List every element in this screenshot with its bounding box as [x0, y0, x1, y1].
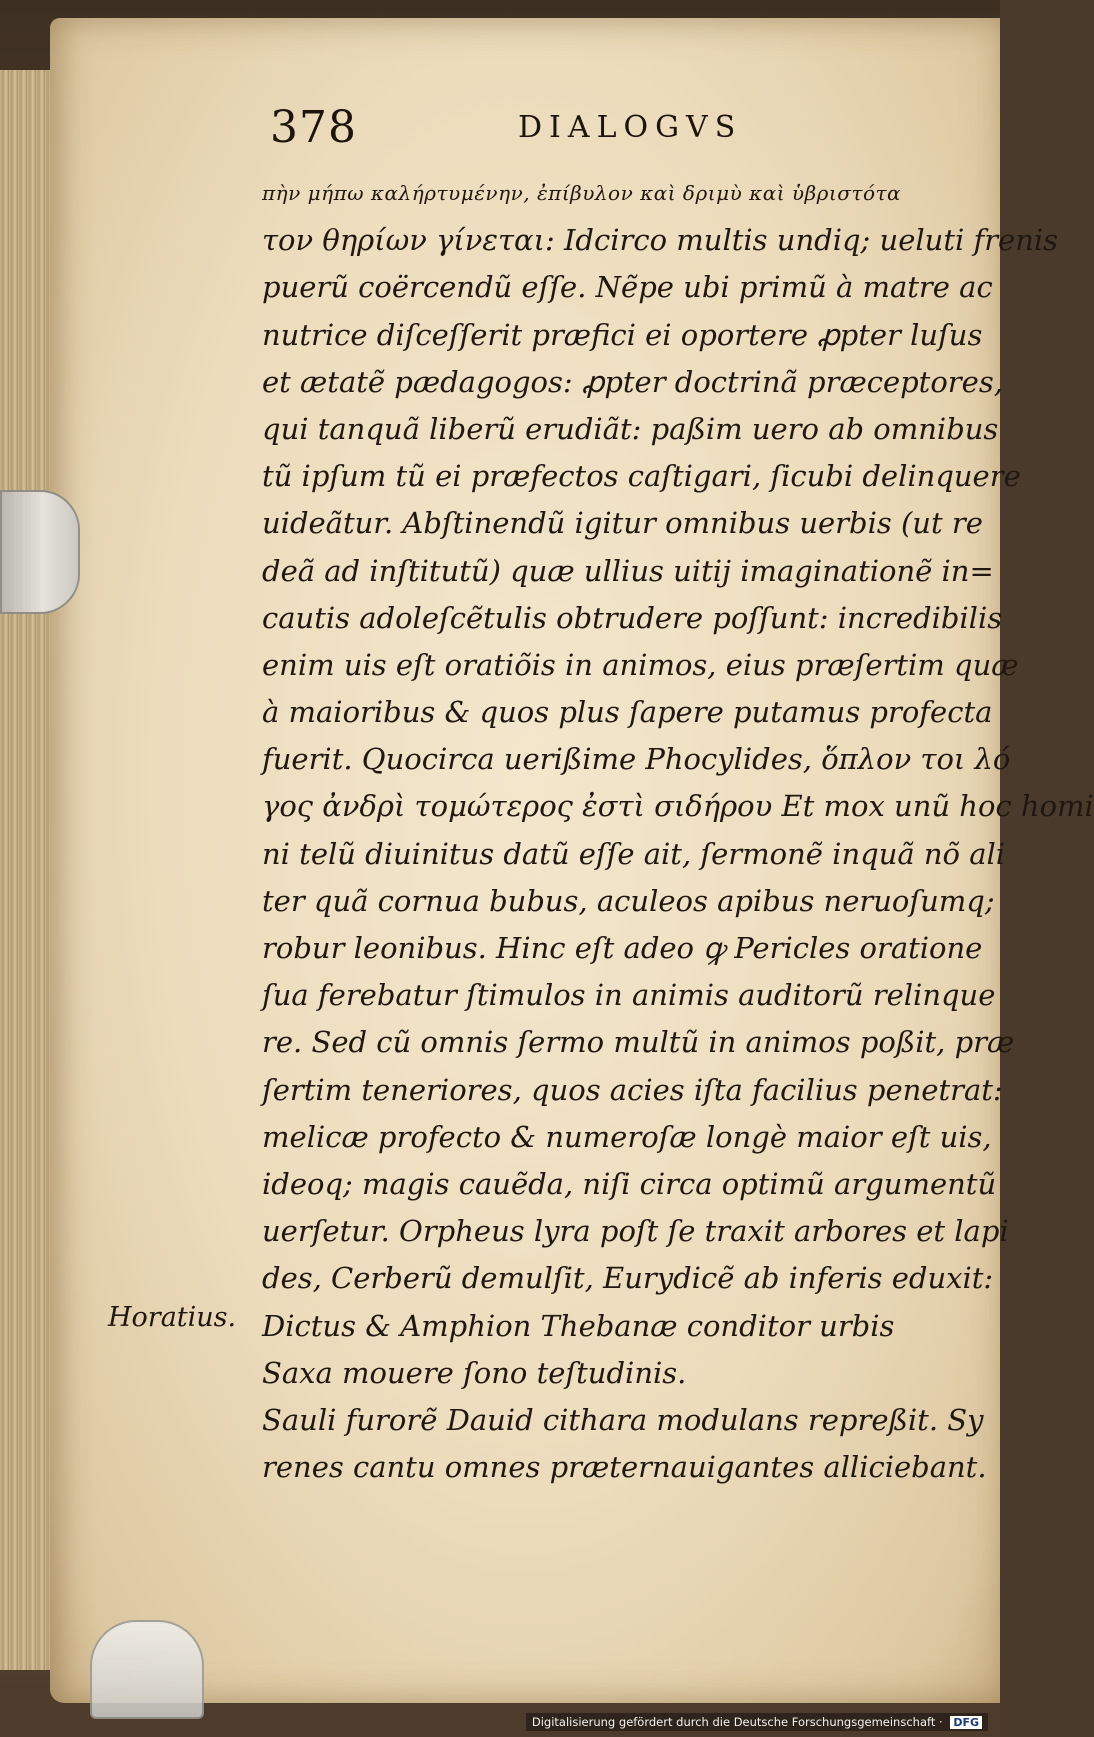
text-line: et ætatẽ pædagogos: ꝓpter doctrinã præceptores, [262, 364, 1003, 399]
marginal-note: Horatius. [108, 1302, 237, 1333]
text-line: melicæ profecto & numeroſæ longè maior eſt uis, [262, 1119, 992, 1154]
text-line: deã ad inſtitutũ) quæ ullius uitij imaginationẽ in= [262, 553, 994, 588]
text-line: à maioribus & quos plus ſapere putamus profecta [262, 695, 993, 730]
text-line: ſua ferebatur ſtimulos in animis auditorũ relinque [262, 978, 996, 1013]
text-line: τον θηρίων γίνεται: Idcirco multis undiq; ueluti frenis [262, 223, 1059, 258]
text-line: ſertim teneriores, quos acies iſta facilius penetrat: [262, 1072, 1003, 1107]
text-line: qui tanquã liberũ erudiãt: paßim uero ab omnibus [262, 411, 999, 446]
running-title: DIALOGVS [518, 110, 743, 145]
credit-text: Digitalisierung gefördert durch die Deutsche Forschungsgemeinschaft · [531, 1715, 943, 1729]
text-line: fuerit. Quocirca uerißime Phocylides, ὅπλον τοι λό [262, 742, 1011, 777]
text-line: puerũ coërcendũ eſſe. Nẽpe ubi primũ à matre ac [262, 270, 993, 305]
text-line: des, Cerberũ demulſit, Eurydicẽ ab inferis eduxit: [262, 1261, 994, 1296]
page-clip-bottom [90, 1620, 204, 1719]
page-clip-left [0, 490, 80, 614]
text-line: ni telũ diuinitus datũ eſſe ait, ſermonẽ inquã nõ ali [262, 836, 1006, 871]
page-header [270, 102, 990, 162]
text-line: πὴν μήπω καλήρτυμένην, ἐπίβυλον καὶ δριμὺ καὶ ὑβριστότα [262, 181, 902, 205]
text-line: enim uis eſt oratiõis in animos, eius præſertim quæ [262, 647, 1019, 682]
text-line: uideãtur. Abſtinendũ igitur omnibus uerbis (ut re [262, 506, 983, 541]
text-line: Saxa mouere ſono teſtudinis. [262, 1355, 687, 1390]
text-line: nutrice diſceſſerit præfici ei oportere ꝓpter luſus [262, 317, 983, 352]
text-line: ter quã cornua bubus, aculeos apibus neruoſumq; [262, 883, 995, 918]
text-line: re. Sed cũ omnis ſermo multũ in animos poßit, præ [262, 1025, 1015, 1060]
text-line: Dictus & Amphion Thebanæ conditor urbis [262, 1308, 895, 1343]
text-line: robur leonibus. Hinc eſt adeo ꝙ Pericles oratione [262, 931, 983, 965]
text-line: uerſetur. Orpheus lyra poſt ſe traxit arbores et lapi [262, 1214, 1009, 1249]
text-line: ideoq; magis cauẽda, niſi circa optimũ argumentũ [262, 1166, 997, 1201]
body-text [262, 170, 1094, 1491]
digitization-credit [526, 1713, 988, 1731]
text-line: Sauli furorẽ Dauid cithara modulans repreßit. Sy [262, 1402, 984, 1437]
text-line: cautis adoleſcẽtulis obtrudere poſſunt: incredibilis [262, 600, 1003, 635]
text-line: γος ἀνδρὶ τομώτερος ἐστὶ σιδήρου Et mox unũ hoc homi [262, 789, 1094, 824]
text-line: tũ ipſum tũ ei præfectos caſtigari, ſicubi delinquere [262, 459, 1021, 494]
page-number: 378 [270, 102, 357, 153]
dfg-logo: DFG [950, 1716, 982, 1729]
text-line: renes cantu omnes præternauigantes alliciebant. [262, 1450, 987, 1485]
